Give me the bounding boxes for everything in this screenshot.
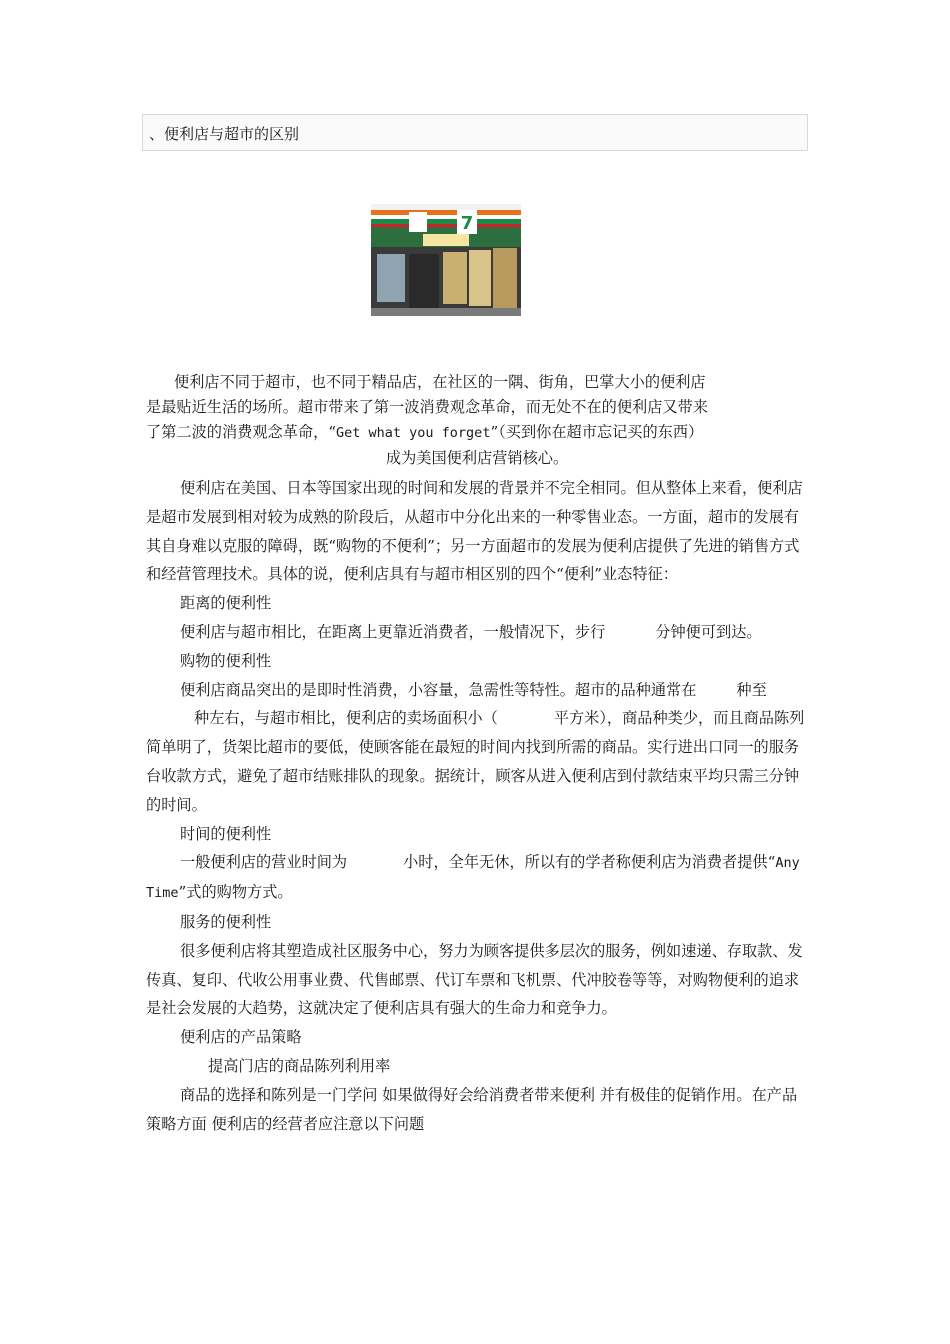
intro-line-4: 成为美国便利店营销核心。 [385,449,569,467]
heading-display-utilization: 提高门店的商品陈列利用率 [208,1056,391,1075]
heading-service: 服务的便利性 [180,912,272,931]
store-illustration [371,204,521,316]
section-title: 、便利店与超市的区别 [149,125,300,143]
intro-paragraph [146,370,808,471]
time-paragraph: 一般便利店的营业时间为 小时，全年无休，所以有的学者称便利店为消费者提供“Any Time”式的购物方式。 [146,853,800,902]
svg-text:7: 7 [460,213,474,234]
heading-shopping: 购物的便利性 [180,651,272,670]
store-photo [371,204,521,316]
service-paragraph: 很多便利店将其塑造成社区服务中心，努力为顾客提供多层次的服务，例如速递、存取款、发传真、复印、代收公用事业费、代售邮票、代订车票和飞机票、代冲胶卷等等，对购物便利的追求是社会发展的大趋势，这就决定了便利店具有强大的生命力和竞争力。 [146,941,803,1018]
background-paragraph: 便利店在美国、日本等国家出现的时间和发展的背景并不完全相同。但从整体上来看，便利店是超市发展到相对较为成熟的阶段后，从超市中分化出来的一种零售业态。一方面，超市的发展有其自身难以克服的障碍，既“购物的不便利”；另一方面超市的发展为便利店提供了先进的销售方式和经营管理技术。具体的说，便利店具有与超市相区别的四个“便利”业态特征： [146,479,803,584]
display-paragraph: 商品的选择和陈列是一门学问 如果做得好会给消费者带来便利 并有极佳的促销作用。在产品策略方面 便利店的经营者应注意以下问题 [146,1085,798,1133]
distance-paragraph: 便利店与超市相比，在距离上更靠近消费者，一般情况下，步行 分钟便可到达。 [180,622,762,641]
heading-distance: 距离的便利性 [180,594,272,613]
intro-line-2: 是最贴近生活的场所。超市带来了第一波消费观念革命，而无处不在的便利店又带来 [146,398,708,416]
article-body [146,370,808,1138]
heading-product-strategy: 便利店的产品策略 [180,1028,302,1047]
shopping-paragraph: 便利店商品突出的是即时性消费，小容量，急需性等特性。超市的品种通常在 种至种左右，与超市相比，便利店的卖场面积小（ 平方米），商品种类少，而且商品陈列简单明了，货架比超市的要低，使顾客能在最短的时间内找到所需的商品。实行进出口同一的服务台收款方式，避免了超市结账排队的现象。据统计，顾客从进入便利店到付款结束平均只需三分钟的时间。 [146,680,805,814]
intro-line-3: 了第二波的消费观念革命，“Get what you forget”（买到你在超市忘记买的东西） [146,423,704,441]
heading-time: 时间的便利性 [180,824,272,843]
intro-line-1: 便利店不同于超市，也不同于精品店，在社区的一隅、街角，巴掌大小的便利店 [174,373,706,391]
section-title-box [142,114,808,151]
